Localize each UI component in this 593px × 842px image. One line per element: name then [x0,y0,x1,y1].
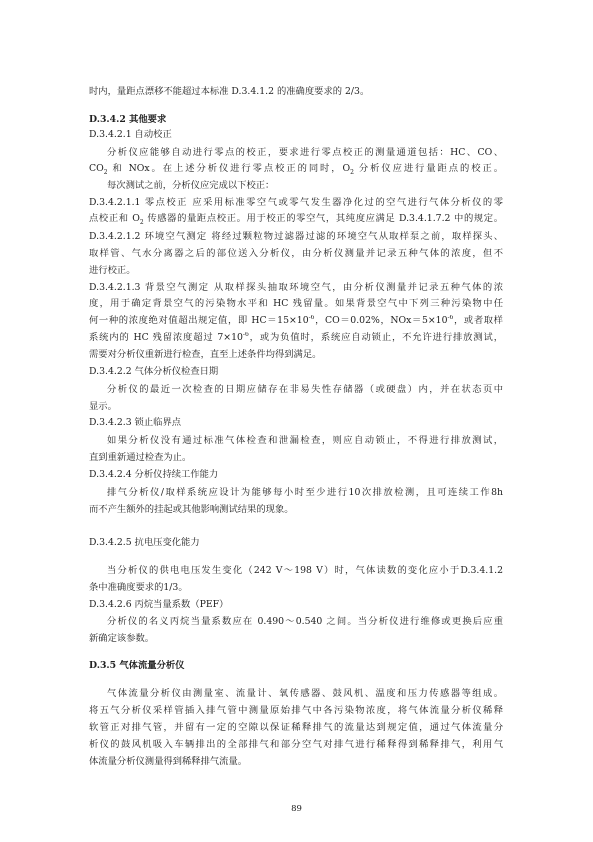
page-number: 89 [291,804,302,814]
text-line: 显示。 [89,401,117,412]
text-line: 新确定该参数。 [89,633,155,644]
text-line: 析仪的鼓风机吸入车辆排出的全部排气和部分空气对排气进行稀释得到稀释排气，利用气 [89,739,503,750]
text-line: 气体流量分析仪由测量室、流量计、氧传感器、鼓风机、温度和压力传感器等组成。 [107,688,503,699]
text-line: D.3.4.2.1.2 环境空气测定 将经过颗粒物过滤器过滤的环境空气从取样泵之前，取样探头、 [89,231,503,242]
text-line: D.3.4.2.1.1 零点校正 应采用标准零空气或零气发生器净化过的空气进行气体分析仪的零 [89,197,503,208]
section-heading: D.3.5 气体流量分析仪 [89,660,185,671]
text-line: 分析仪的名义丙烷当量系数应在 0.490～0.540 之间。当分析仪进行维修或更换后应重 [107,616,503,627]
text-line: 当分析仪的供电电压发生变化（242 V～198 V）时，气体读数的变化应小于D.3.4.1.2 [107,565,503,576]
text-line: 系统内的 HC 残留浓度超过 $7\times 10^{-6}$，或为负值时，系统应自动锁止，不允许进行排放测试， [89,332,503,343]
text-line: 排气分析仪/取样系统应设计为能够每小时至少进行10次排放检测，且可连续工作8h [107,487,503,498]
text-line: $CO_2$ 和 NOx。在上述分析仪进行零点校正的同时，$O_2$ 分析仪应进行量距点的校正。 [89,163,503,175]
subsection-heading: D.3.4.2.3 锁止临界点 [89,417,182,428]
text-line: 分析仪应能够自动进行零点的校正，要求进行零点校正的测量通道包括：HC、CO、 [107,147,503,158]
text-line: D.3.4.2.1.3 背景空气测定 从取样探头抽取环境空气，由分析仪测量并记录五种气体的浓 [89,282,503,293]
section-heading: D.3.4.2 其他要求 [89,114,167,125]
text-line: 度，用于确定背景空气的污染物水平和 HC 残留量。如果背景空气中下列三种污染物中任 [89,298,503,309]
subsection-heading: D.3.4.2.4 分析仪持续工作能力 [89,469,219,480]
text-line: 何一种的浓度绝对值超出规定值，即 $HC=15\times 10^{-6}$，CO＝0.02%，$NOx=5\times 10^{-6}$，或者取样 [89,315,503,326]
text-line: 每次测试之前，分析仪应完成以下校正： [107,180,275,191]
text-line: 需要对分析仪重新进行检查，直至上述条件均得到满足。 [89,349,322,360]
text-line: 点校正和 $O_2$ 传感器的量距点校正。用于校正的零空气，其纯度应满足 D.3.4.1.7.2 中的规定。 [89,213,503,225]
text-line: 将五气分析仪采样管插入排气管中测量原始排气中各污染物浓度，将气体流量分析仪稀释 [89,705,503,716]
text-line: 时内，量距点漂移不能超过本标准 D.3.4.1.2 的准确度要求的 2/3。 [89,86,370,97]
text-line: 如果分析仪没有通过标准气体检查和泄漏检查，则应自动锁止，不得进行排放测试， [107,435,503,446]
text-line: 进行校正。 [89,265,136,276]
subsection-heading: D.3.4.2.1 自动校正 [89,129,172,140]
text-line: 直到重新通过检查为止。 [89,452,192,463]
subsection-heading: D.3.4.2.2 气体分析仪检查日期 [89,366,219,377]
text-line: 条中准确度要求的1/3。 [89,582,188,593]
text-line: 分析仪的最近一次检查的日期应储存在非易失性存储器（或硬盘）内，并在状态页中 [107,384,503,395]
text-line: 软管正对排气管，并留有一定的空隙以保证稀释排气的流量达到规定值，通过气体流量分 [89,722,503,733]
text-line: 体流量分析仪测量得到稀释排气流量。 [89,756,248,767]
text-line: 而不产生额外的挂起或其他影响测试结果的现象。 [89,504,294,515]
subsection-heading: D.3.4.2.6 丙烷当量系数（PEF） [89,599,229,610]
text-line: 取样管、气水分离器之后的部位送入分析仪，由分析仪测量并记录五种气体的浓度，但不 [89,248,503,259]
subsection-heading: D.3.4.2.5 抗电压变化能力 [89,537,200,548]
